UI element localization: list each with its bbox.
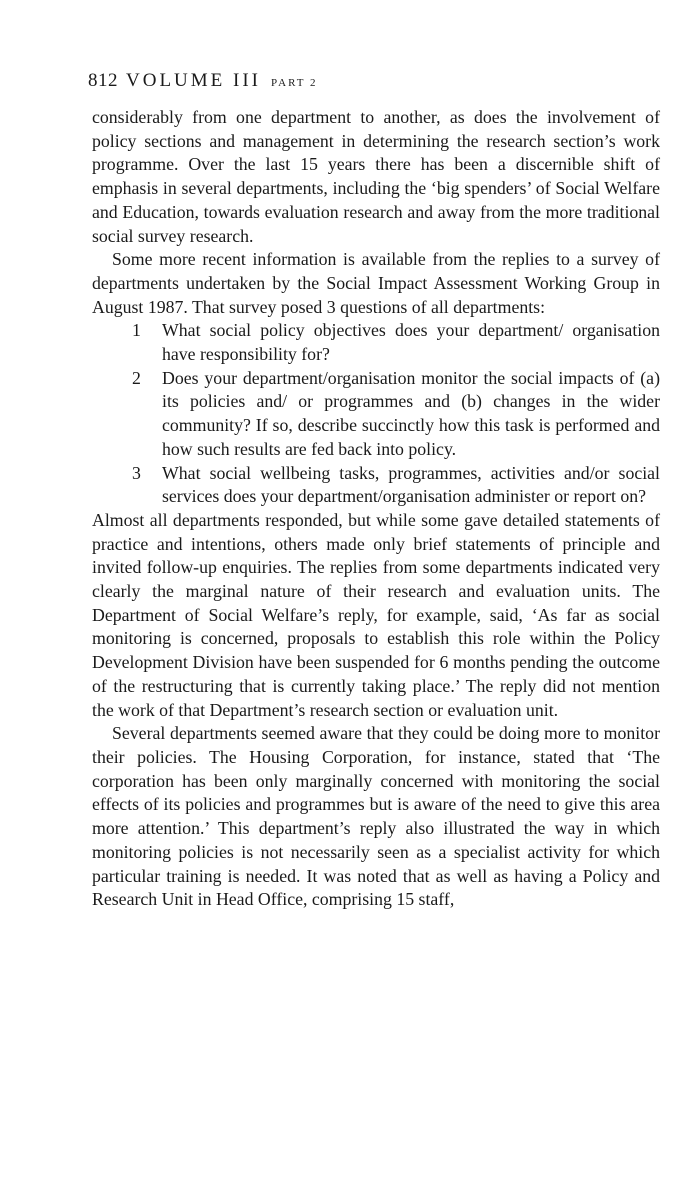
question-number: 1: [132, 320, 141, 341]
paragraph-survey-intro: Some more recent information is available from the replies to a survey of departments undertaken by the Social Impact Assessment Working Group in August 1987. That survey posed 3 questions of all departments:: [92, 249, 660, 317]
running-header: [88, 70, 318, 92]
paragraph-continuation: considerably from one department to another, as does the involvement of policy sections and management in determining the research section’s work programme. Over the last 15 years there has been a discernible shift of emphasis in several departments, including the ‘big spenders’ of Social Welfare and Education, towards evaluation research and away from the more traditional social survey research.: [92, 107, 660, 246]
survey-questions-list: [92, 319, 660, 509]
question-text: What social policy objectives does your department/ organisation have responsibility for?: [162, 320, 660, 365]
page-body: [92, 106, 660, 912]
question-number: 2: [132, 367, 141, 388]
question-number: 3: [132, 462, 141, 483]
question-text: What social wellbeing tasks, programmes, activities and/or social services does your department/organisation administer or report on?: [162, 462, 660, 507]
survey-question: [132, 319, 660, 366]
page-number: 812: [88, 70, 118, 91]
question-text: Does your department/organisation monitor the social impacts of (a) its policies and/ or programmes and (b) changes in the wider community? If so, describe succinctly how this task is performed and how such results are fed back into policy.: [162, 367, 660, 459]
volume-label: VOLUME III: [126, 70, 262, 91]
survey-question: [132, 367, 660, 462]
paragraph-monitoring: Several departments seemed aware that they could be doing more to monitor their policies. The Housing Corporation, for instance, stated that ‘The corporation has been only marginally concerned with monitoring the social effects of its policies and programmes but is aware of the need to give this area more attention.’ This department’s reply also illustrated the way in which monitoring policies is not necessarily seen as a specialist activity for which particular training is needed. It was noted that as well as having a Policy and Research Unit in Head Office, comprising 15 staff,: [92, 723, 660, 910]
paragraph-responses: Almost all departments responded, but while some gave detailed statements of practice and intentions, others made only brief statements of principle and invited follow-up enquiries. The replies from some departments indicated very clearly the marginal nature of their research and evaluation units. The Department of Social Welfare’s reply, for example, said, ‘As far as social monitoring is concerned, proposals to establish this role within the Policy Development Division have been suspended for 6 months pending the outcome of the restructuring that is currently taking place.’ The reply did not mention the work of that Department’s research section or evaluation unit.: [92, 509, 660, 720]
part-label: PART 2: [271, 77, 318, 89]
survey-question: [132, 462, 660, 509]
